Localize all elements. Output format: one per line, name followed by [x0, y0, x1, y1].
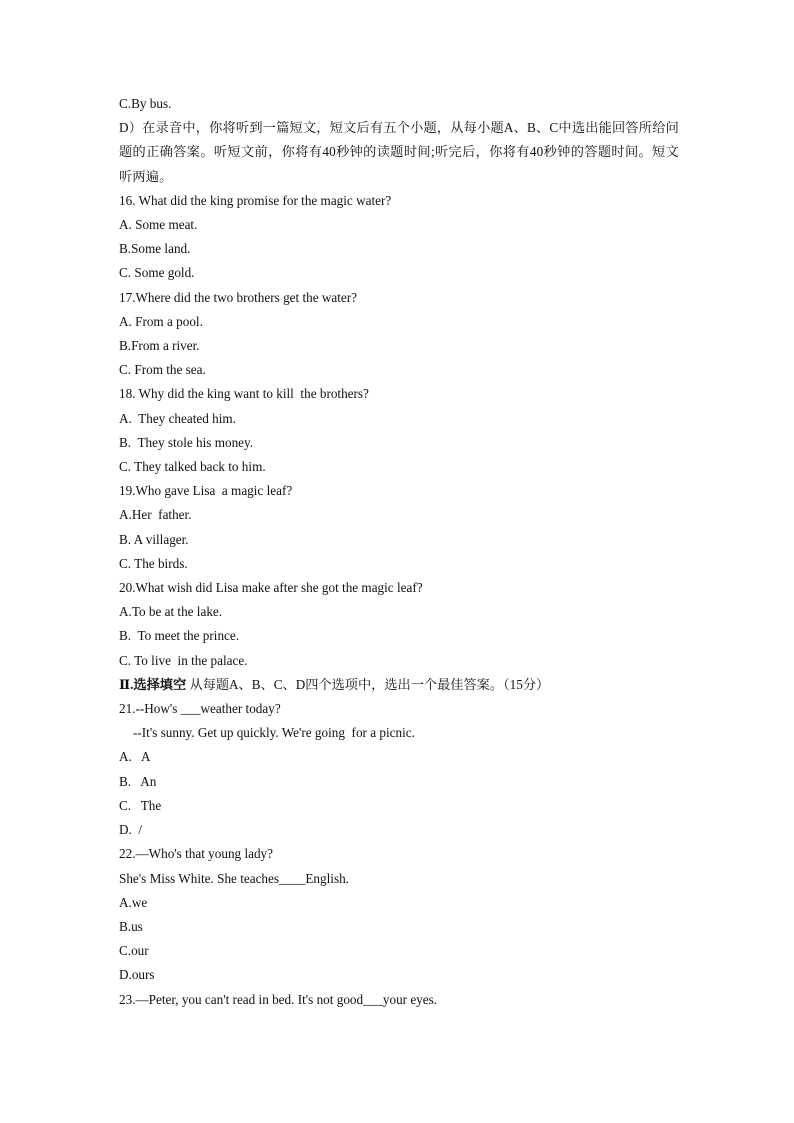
lines-before: [119, 92, 679, 116]
text-line: 16. What did the king promise for the magic water?: [119, 192, 392, 208]
text-line: C. The: [119, 797, 162, 813]
text-line: 19.Who gave Lisa a magic leaf?: [119, 483, 293, 499]
text-line: A.we: [119, 894, 148, 910]
text-line: 22.—Who's that young lady?: [119, 846, 274, 862]
text-line: C.By bus.: [119, 96, 172, 111]
text-line: B.Some land.: [119, 241, 191, 257]
text-line: C. Some gold.: [119, 265, 195, 281]
text-line: 17.Where did the two brothers get the water?: [119, 289, 358, 305]
text-line: C.our: [119, 943, 149, 959]
text-line: A.Her father.: [119, 507, 192, 523]
question-21-reply: --It's sunny. Get up quickly. We're going for a picnic.: [133, 725, 415, 741]
text-line: C. They talked back to him.: [119, 459, 266, 475]
questions-21-23: [119, 745, 679, 1011]
section-2-heading: Ⅱ.选择填空: [119, 676, 187, 692]
text-line: A. They cheated him.: [119, 410, 236, 426]
text-line: B. A villager.: [119, 531, 189, 547]
text-line: C. From the sea.: [119, 362, 206, 378]
text-line: C. To live in the palace.: [119, 652, 248, 668]
text-line: B. To meet the prince.: [119, 628, 240, 644]
text-line: A.To be at the lake.: [119, 604, 223, 620]
exam-content: [119, 92, 679, 1012]
text-line: D.ours: [119, 967, 155, 983]
section-2-instructions: 从每题A、B、C、D四个选项中，选出一个最佳答案。（15分）: [186, 676, 550, 692]
section-2-header: [119, 673, 679, 697]
text-line: She's Miss White. She teaches____English.: [119, 870, 349, 886]
text-line: A. Some meat.: [119, 217, 198, 233]
text-line: B.us: [119, 918, 143, 934]
text-line: C. The birds.: [119, 555, 188, 571]
text-line: B. An: [119, 773, 157, 789]
section-d-instructions: D）在录音中，你将听到一篇短文，短文后有五个小题，从每小题A、B、C中选出能回答所给问题的正确答案。听短文前，你将有40秒钟的读题时间;听完后，你将有40秒钟的答题时间。短文听两遍。: [119, 120, 679, 184]
question-21: 21.--How's ___weather today?: [119, 701, 281, 717]
text-line: A. From a pool.: [119, 313, 203, 329]
text-line: 18. Why did the king want to kill the brothers?: [119, 386, 369, 402]
text-line: D. /: [119, 822, 143, 838]
text-line: A. A: [119, 749, 151, 765]
questions-16-20: [119, 189, 679, 673]
text-line: 23.—Peter, you can't read in bed. It's not good___your eyes.: [119, 991, 438, 1007]
text-line: B.From a river.: [119, 338, 200, 354]
text-line: B. They stole his money.: [119, 434, 254, 450]
text-line: 20.What wish did Lisa make after she got the magic leaf?: [119, 580, 423, 596]
